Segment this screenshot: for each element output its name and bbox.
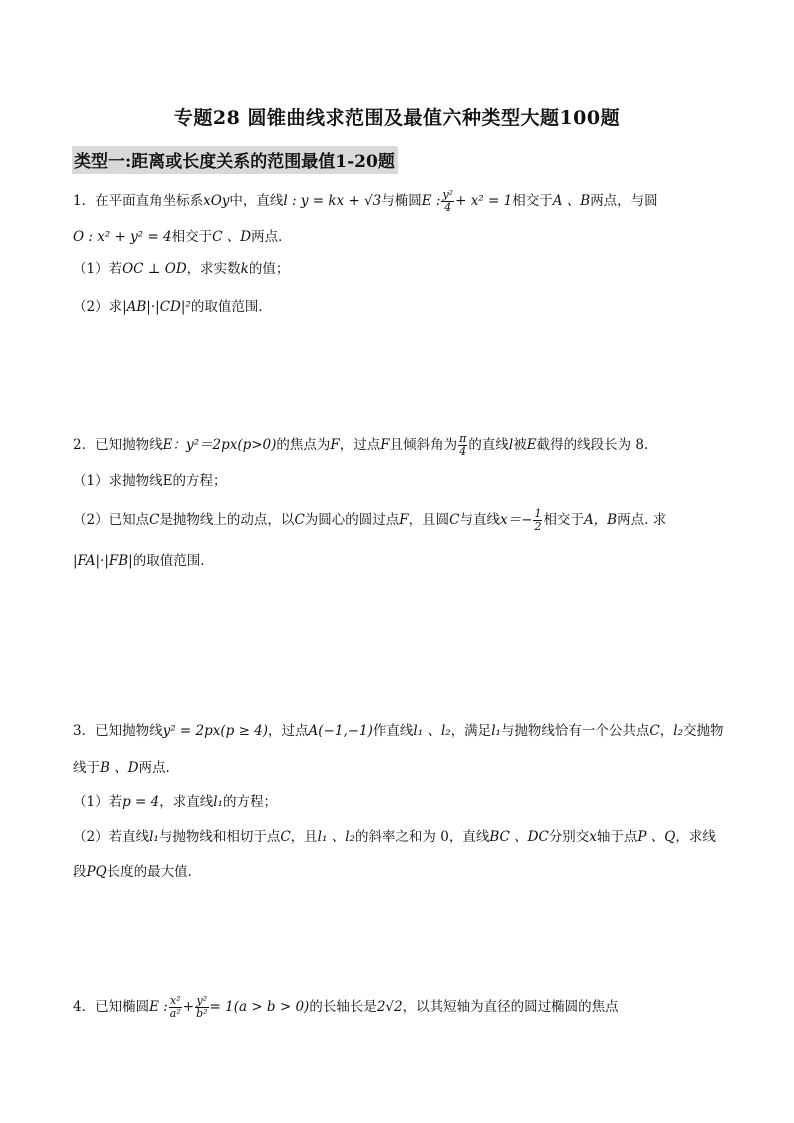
problem-3-statement: 3．已知抛物线y² = 2px(p ≥ 4)，过点A(−1,−1)作直线l₁ 、l₂，满足l₁与抛物线恰有一个公共点C，l₂交抛物 — [73, 723, 724, 739]
problem-3-question-2-cont: 段PQ长度的最大值. — [73, 864, 192, 880]
problem-2-statement: 2．已知抛物线E：y²＝2px(p>0)的焦点为F，过点F且倾斜角为 $\frac{\pi}{4}$ 的直线l被E截得的线段长为 8. — [73, 432, 649, 458]
problem-2-question-1: （1）求抛物线E的方程； — [73, 473, 227, 489]
fraction: $\frac{\text{y²}}{\text{b²}}$ — [196, 994, 208, 1020]
problem-1-statement: 1．在平面直角坐标系xOy中，直线l : y = kx + √3与椭圆E : $\frac{\text{y²}}{4}$ + x² = 1相交于A 、B两点，与圆 — [73, 188, 658, 214]
problem-3-question-1: （1）若p = 4，求直线l₁的方程； — [73, 794, 277, 810]
problem-2-question-2: （2）已知点C是抛物线上的动点，以C为圆心的圆过点F，且圆C与直线x＝− $\frac{1}{2}$ 相交于A，B两点. 求 — [73, 507, 667, 533]
fraction: $\frac{\pi}{4}$ — [459, 432, 467, 458]
problem-3-statement-cont: 线于B 、D两点. — [73, 760, 170, 776]
section-heading: 类型一:距离或长度关系的范围最值1-20题 — [72, 146, 398, 174]
problem-1-question-1: （1）若OC ⊥ OD，求实数k的值； — [73, 261, 290, 277]
problem-1-question-2: （2）求|AB|·|CD|²的取值范围． — [73, 299, 272, 315]
problem-4-statement: 4．已知椭圆E : $\frac{\text{x²}}{\text{a²}}$ + $\frac{\text{y²}}{\text{b²}}$ = 1(a > b > 0)的长轴长是2√2，以其短轴为直径的圆过椭圆的焦点 — [73, 994, 619, 1020]
fraction: $\frac{1}{2}$ — [534, 507, 542, 533]
problem-2-question-2-cont: |FA|·|FB|的取值范围． — [73, 553, 214, 569]
fraction: $\frac{\text{y²}}{4}$ — [442, 188, 454, 214]
document-title: 专题28 圆锥曲线求范围及最值六种类型大题100题 — [173, 107, 621, 129]
problem-3-question-2: （2）若直线l₁与抛物线和相切于点C，且l₁ 、l₂的斜率之和为 0，直线BC 、DC分别交x轴于点P 、Q，求线 — [73, 829, 716, 845]
problem-1-statement-cont: O : x² + y² = 4相交于C 、D两点． — [73, 229, 292, 245]
fraction: $\frac{\text{x²}}{\text{a²}}$ — [169, 994, 181, 1020]
